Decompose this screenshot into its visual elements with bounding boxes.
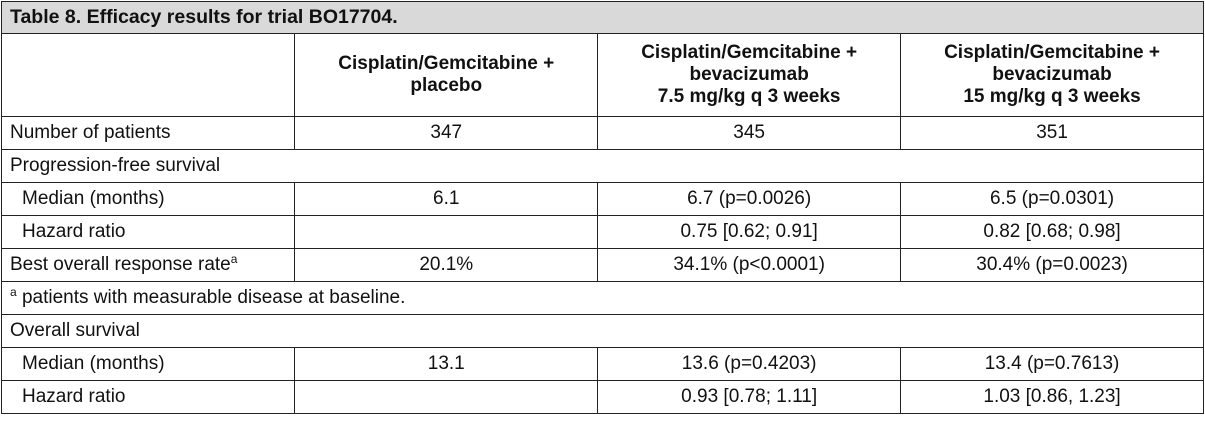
row-number-of-patients <box>2 117 1204 150</box>
cell-placebo <box>295 216 598 249</box>
row-pfs-hazard-ratio <box>2 216 1204 249</box>
header-placebo-line-2: placebo <box>410 75 483 96</box>
header-bev-15 <box>901 34 1204 117</box>
footnote-text: patients with measurable disease at baseline. <box>16 287 406 308</box>
efficacy-table <box>1 1 1204 414</box>
cell-bev-15: 30.4% (p=0.0023) <box>901 249 1204 282</box>
cell-bev-15: 351 <box>901 117 1204 150</box>
header-placebo <box>295 34 598 117</box>
cell-placebo: 20.1% <box>295 249 598 282</box>
section-label: Overall survival <box>2 315 1204 348</box>
header-bev-15-line-1: Cisplatin/Gemcitabine + <box>944 42 1160 63</box>
cell-placebo <box>295 381 598 414</box>
row-label <box>2 249 295 282</box>
row-pfs-median <box>2 183 1204 216</box>
header-empty <box>2 34 295 117</box>
header-bev-7-5 <box>598 34 901 117</box>
cell-bev-15: 13.4 (p=0.7613) <box>901 348 1204 381</box>
cell-placebo: 13.1 <box>295 348 598 381</box>
cell-bev-7-5: 13.6 (p=0.4203) <box>598 348 901 381</box>
row-label: Hazard ratio <box>2 381 295 414</box>
cell-placebo: 347 <box>295 117 598 150</box>
cell-bev-7-5: 6.7 (p=0.0026) <box>598 183 901 216</box>
row-os-hazard-ratio <box>2 381 1204 414</box>
row-label: Hazard ratio <box>2 216 295 249</box>
footnote-marker: a <box>10 285 17 299</box>
header-bev-15-line-2: bevacizumab <box>992 64 1112 85</box>
row-os-median <box>2 348 1204 381</box>
row-footnote <box>2 282 1204 315</box>
cell-bev-7-5: 0.93 [0.78; 1.11] <box>598 381 901 414</box>
cell-bev-15: 0.82 [0.68; 0.98] <box>901 216 1204 249</box>
cell-bev-7-5: 34.1% (p<0.0001) <box>598 249 901 282</box>
cell-bev-15: 1.03 [0.86, 1.23] <box>901 381 1204 414</box>
row-os-section <box>2 315 1204 348</box>
header-bev-15-line-3: 15 mg/kg q 3 weeks <box>963 86 1141 107</box>
cell-placebo: 6.1 <box>295 183 598 216</box>
cell-bev-7-5: 345 <box>598 117 901 150</box>
section-label: Progression-free survival <box>2 150 1204 183</box>
table-caption: Table 8. Efficacy results for trial BO17704. <box>2 2 1204 34</box>
row-response-rate <box>2 249 1204 282</box>
footnote <box>2 282 1204 315</box>
header-bev-7-5-line-2: bevacizumab <box>689 64 809 85</box>
row-pfs-section <box>2 150 1204 183</box>
row-label: Median (months) <box>2 348 295 381</box>
footnote-marker: a <box>230 252 238 266</box>
cell-bev-15: 6.5 (p=0.0301) <box>901 183 1204 216</box>
cell-bev-7-5: 0.75 [0.62; 0.91] <box>598 216 901 249</box>
header-placebo-line-1: Cisplatin/Gemcitabine + <box>338 53 555 74</box>
header-bev-7-5-line-3: 7.5 mg/kg q 3 weeks <box>657 86 841 107</box>
row-label-text: Best overall response rate <box>10 254 231 275</box>
row-label: Median (months) <box>2 183 295 216</box>
header-bev-7-5-line-1: Cisplatin/Gemcitabine + <box>641 42 858 63</box>
row-label: Number of patients <box>2 117 295 150</box>
